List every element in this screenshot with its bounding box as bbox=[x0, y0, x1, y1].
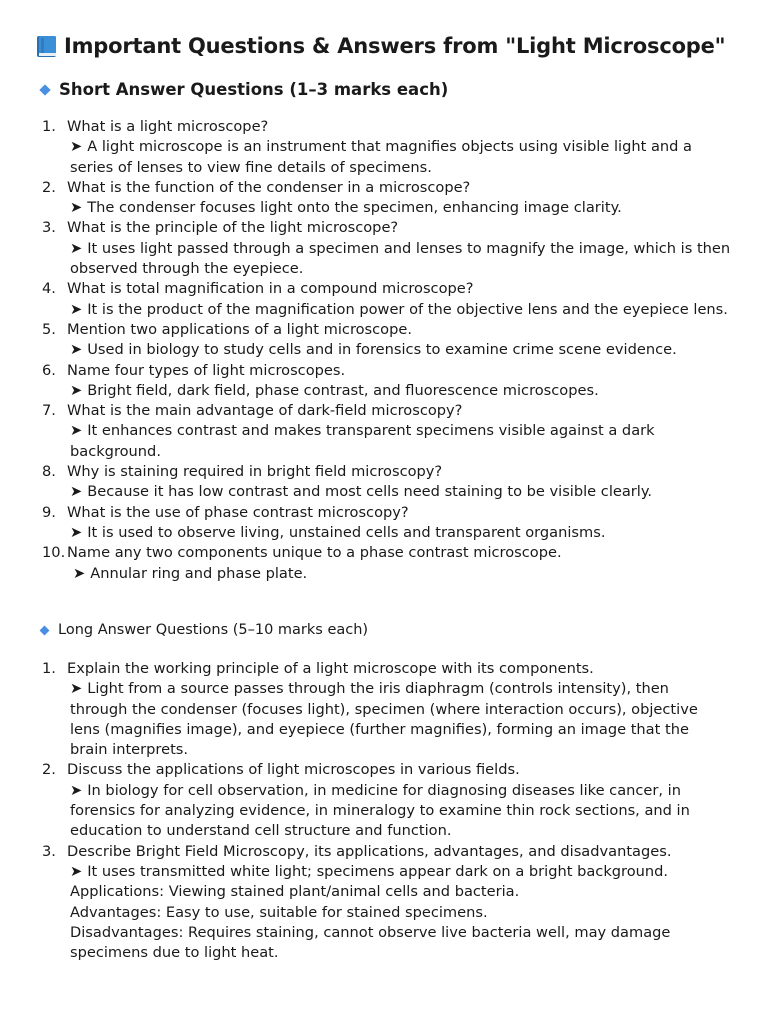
long-answer-heading-text: Long Answer Questions (5–10 marks each) bbox=[58, 622, 369, 638]
arrow-icon: ➤ bbox=[70, 381, 83, 399]
qa-item bbox=[0, 218, 732, 279]
question-text: Name any two components unique to a phase contrast microscope. bbox=[67, 544, 562, 562]
question-text: Explain the working principle of a light microscope with its components. bbox=[67, 660, 594, 677]
answer-line bbox=[67, 781, 727, 842]
answer-line bbox=[67, 300, 732, 320]
answer-text: Annular ring and phase plate. bbox=[90, 564, 308, 582]
question-text: Describe Bright Field Microscopy, its applications, advantages, and disadvantages. bbox=[67, 842, 672, 860]
advantages-text: Advantages: Easy to use, suitable for stained specimens. bbox=[70, 903, 488, 921]
answer-line bbox=[67, 862, 727, 882]
item-number: 3. bbox=[42, 842, 56, 860]
qa-item bbox=[0, 320, 732, 361]
qa-item bbox=[0, 117, 732, 178]
item-number: 5. bbox=[42, 320, 56, 338]
page-title bbox=[36, 34, 725, 58]
answer-text: In biology for cell observation, in medicine for diagnosing diseases like cancer, in forensics for analyzing evidence, in mineralogy to examine thin rock sections, and in education to understand cell structure and function. bbox=[70, 781, 690, 840]
qa-item bbox=[0, 543, 732, 584]
answer-line bbox=[67, 679, 727, 760]
item-number: 9. bbox=[42, 503, 56, 521]
qa-item bbox=[0, 842, 727, 964]
answer-text: Because it has low contrast and most cells need staining to be visible clearly. bbox=[87, 483, 653, 501]
qa-item bbox=[0, 401, 732, 462]
question-text: What is the main advantage of dark-field microscopy? bbox=[67, 402, 463, 420]
item-number: 3. bbox=[42, 219, 56, 237]
question-text: Discuss the applications of light microscopes in various fields. bbox=[67, 761, 520, 779]
answer-line bbox=[67, 564, 732, 584]
question-text: What is the principle of the light microscope? bbox=[67, 219, 399, 237]
answer-text: It is the product of the magnification power of the objective lens and the eyepiece lens. bbox=[87, 300, 728, 318]
item-number: 4. bbox=[42, 280, 56, 298]
arrow-icon: ➤ bbox=[70, 199, 83, 217]
item-number: 6. bbox=[42, 361, 56, 379]
answer-line bbox=[67, 239, 732, 280]
blue-diamond-icon bbox=[39, 84, 50, 95]
applications-text: Applications: Viewing stained plant/animal cells and bacteria. bbox=[70, 883, 520, 901]
answer-text: Bright field, dark field, phase contrast, and fluorescence microscopes. bbox=[87, 381, 599, 399]
qa-item bbox=[0, 178, 732, 219]
arrow-icon: ➤ bbox=[70, 862, 83, 880]
question-text: What is total magnification in a compound microscope? bbox=[67, 280, 474, 298]
disadvantages-text: Disadvantages: Requires staining, cannot observe live bacteria well, may damage specimens due to light heat. bbox=[70, 923, 671, 962]
long-answer-heading bbox=[38, 622, 368, 638]
item-number: 2. bbox=[42, 761, 56, 779]
item-number: 10. bbox=[42, 544, 66, 562]
item-number: 7. bbox=[42, 402, 56, 420]
answer-text: It is used to observe living, unstained cells and transparent organisms. bbox=[87, 523, 606, 541]
arrow-icon: ➤ bbox=[73, 564, 86, 582]
qa-item bbox=[0, 361, 732, 402]
question-text: Name four types of light microscopes. bbox=[67, 361, 346, 379]
qa-item bbox=[0, 760, 727, 841]
item-number: 1. bbox=[42, 118, 56, 135]
long-answer-list bbox=[0, 659, 727, 963]
answer-line bbox=[67, 381, 732, 401]
answer-line bbox=[67, 137, 732, 178]
question-text: Mention two applications of a light microscope. bbox=[67, 320, 412, 338]
arrow-icon: ➤ bbox=[70, 341, 83, 359]
question-text: What is the use of phase contrast microscopy? bbox=[67, 503, 409, 521]
answer-line bbox=[67, 482, 732, 502]
arrow-icon: ➤ bbox=[70, 138, 83, 156]
answer-line bbox=[67, 340, 732, 360]
arrow-icon: ➤ bbox=[70, 422, 83, 440]
question-text: Why is staining required in bright field microscopy? bbox=[67, 463, 443, 481]
question-text: What is the function of the condenser in a microscope? bbox=[67, 178, 471, 196]
arrow-icon: ➤ bbox=[70, 300, 83, 318]
answer-line bbox=[67, 523, 732, 543]
arrow-icon: ➤ bbox=[70, 680, 83, 698]
answer-text: It enhances contrast and makes transparent specimens visible against a dark background. bbox=[70, 422, 655, 460]
answer-line bbox=[67, 198, 732, 218]
answer-text: A light microscope is an instrument that magnifies objects using visible light and a series of lenses to view fine details of specimens. bbox=[70, 138, 692, 176]
item-number: 2. bbox=[42, 178, 56, 196]
qa-item bbox=[0, 462, 732, 503]
qa-item bbox=[0, 279, 732, 320]
blue-book-icon bbox=[36, 34, 58, 58]
answer-text: It uses light passed through a specimen and lenses to magnify the image, which is then observed through the eyepiece. bbox=[70, 239, 731, 278]
answer-text: Used in biology to study cells and in forensics to examine crime scene evidence. bbox=[87, 341, 677, 359]
item-number: 1. bbox=[42, 660, 56, 677]
arrow-icon: ➤ bbox=[70, 239, 83, 257]
page-title-text: Important Questions & Answers from "Light Microscope" bbox=[64, 34, 726, 58]
answer-text: It uses transmitted white light; specimens appear dark on a bright background. bbox=[87, 862, 669, 880]
short-answer-list bbox=[0, 117, 732, 584]
answer-line bbox=[67, 421, 732, 462]
arrow-icon: ➤ bbox=[70, 523, 83, 541]
short-answer-heading-text: Short Answer Questions (1–3 marks each) bbox=[59, 80, 449, 99]
short-answer-heading bbox=[38, 80, 448, 99]
qa-item bbox=[0, 659, 727, 760]
question-text: What is a light microscope? bbox=[67, 118, 269, 135]
answer-text: Light from a source passes through the iris diaphragm (controls intensity), then through the condenser (focuses light), specimen (where interaction occurs), objective lens (magnifies image), and eyepiece (further magnifies), forming an image that the brain interprets. bbox=[70, 680, 698, 759]
item-number: 8. bbox=[42, 463, 56, 481]
arrow-icon: ➤ bbox=[70, 781, 83, 799]
answer-text: The condenser focuses light onto the specimen, enhancing image clarity. bbox=[87, 199, 622, 217]
arrow-icon: ➤ bbox=[70, 483, 83, 501]
blue-diamond-icon bbox=[40, 625, 50, 635]
qa-item bbox=[0, 503, 732, 544]
